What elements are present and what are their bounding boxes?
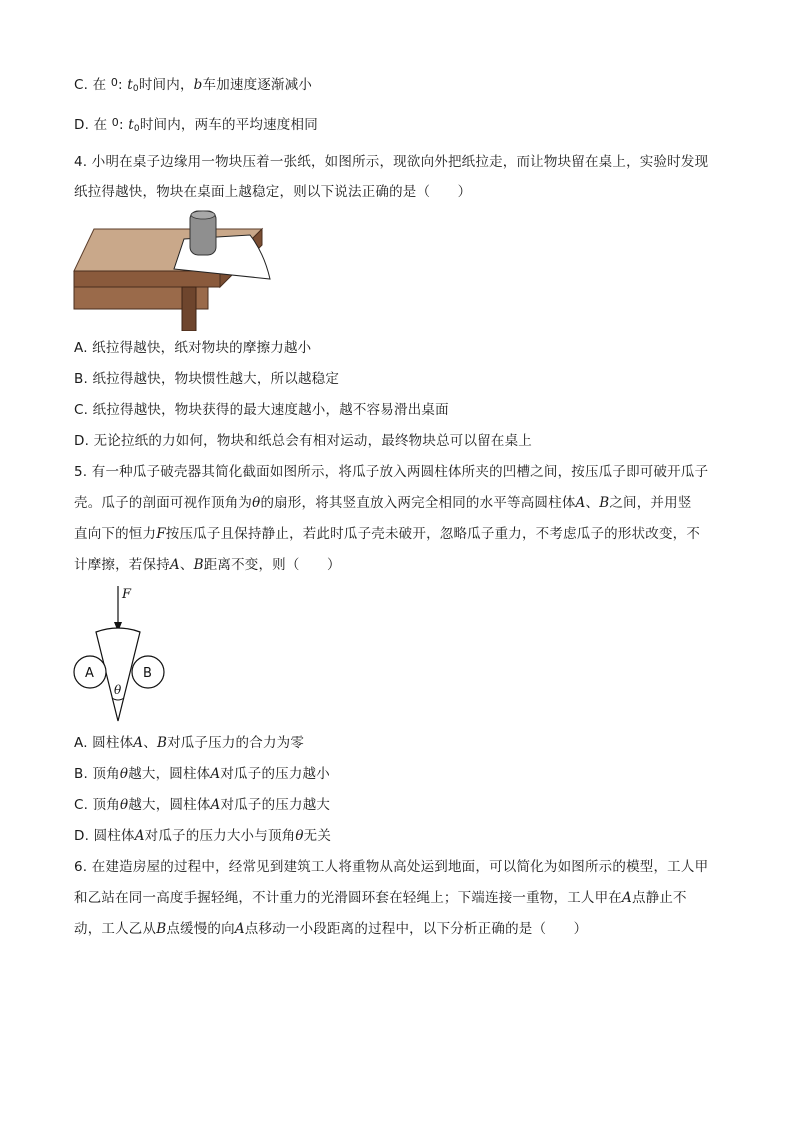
option-text: 对瓜子压力的合力为零 xyxy=(167,735,305,751)
car-b-symbol: b xyxy=(193,77,203,93)
q5-stem-line2 xyxy=(74,493,692,513)
option-text: 时间内，两车的平均速度相同 xyxy=(139,117,318,133)
range-colon: : xyxy=(118,117,124,133)
q5-option-d xyxy=(74,826,331,846)
time-zero: 0 xyxy=(110,76,119,89)
option-text: 车加速度逐渐减小 xyxy=(202,77,313,93)
option-prefix: D. 在 xyxy=(74,117,108,133)
table-leg xyxy=(182,287,196,331)
option-text: 对瓜子的压力越小 xyxy=(220,766,330,782)
option-text: C. 顶角 xyxy=(74,797,121,813)
stem-text: 之间，并用竖 xyxy=(609,495,692,511)
q4-option-c: C. 纸拉得越快，物块获得的最大速度越小，越不容易滑出桌面 xyxy=(74,402,449,418)
separator: 、 xyxy=(585,495,600,511)
time-variable: t xyxy=(127,77,133,93)
stem-text: 点缓慢的向 xyxy=(166,921,235,937)
stem-text: 按压瓜子且保持静止，若此时瓜子壳未破开，忽略瓜子重力，不考虑瓜子的形状改变，不 xyxy=(165,526,701,542)
q6-stem-line1: 6. 在建造房屋的过程中，经常见到建筑工人将重物从高处运到地面，可以简化为如图所示的模型，工人甲 xyxy=(74,859,709,875)
q5-option-c xyxy=(74,795,330,815)
time-zero: 0 xyxy=(111,116,119,129)
q5-option-a xyxy=(74,733,304,753)
q3-option-c xyxy=(74,73,312,99)
theta-symbol: θ xyxy=(119,766,129,782)
stem-text: 动，工人乙从 xyxy=(74,921,157,937)
separator: 、 xyxy=(179,557,194,573)
cylinder-a-symbol: A xyxy=(210,766,221,782)
stem-text: 点移动一小段距离的过程中，以下分析正确的是（ ） xyxy=(244,921,588,937)
time-subscript: 0 xyxy=(132,84,139,94)
option-text: 越大，圆柱体 xyxy=(128,766,211,782)
stem-text: 直向下的恒力 xyxy=(74,526,157,542)
cylinder-a-symbol: A xyxy=(210,797,221,813)
option-text: D. 圆柱体 xyxy=(74,828,135,844)
q6-stem-line2 xyxy=(74,888,687,908)
q4-option-b: B. 纸拉得越快，物块惯性越大，所以越稳定 xyxy=(74,371,340,387)
option-text: 时间内， xyxy=(138,77,194,93)
q4-option-a: A. 纸拉得越快，纸对物块的摩擦力越小 xyxy=(74,340,312,356)
cylinder-b-symbol: B xyxy=(599,495,610,511)
table-front-edge xyxy=(74,271,220,287)
table-paper-block-figure xyxy=(72,205,272,331)
cylinder-a-symbol: A xyxy=(133,735,144,751)
q6-stem-line3 xyxy=(74,919,587,939)
time-variable: t xyxy=(128,117,134,133)
seed-cracker-figure xyxy=(70,584,170,726)
separator: 、 xyxy=(143,735,157,751)
q3-option-d xyxy=(74,113,318,139)
cylinder-b-label: B xyxy=(143,666,152,681)
point-a-symbol: A xyxy=(622,890,632,906)
q5-stem-line3 xyxy=(74,524,700,544)
q4-stem-line2: 纸拉得越快，物块在桌面上越稳定，则以下说法正确的是（ ） xyxy=(74,184,472,200)
q4-stem-line1: 4. 小明在桌子边缘用一物块压着一张纸，如图所示，现欲向外把纸拉走，而让物块留在桌上，实验时发现 xyxy=(74,154,709,170)
range-colon: : xyxy=(118,77,123,93)
option-text: B. 顶角 xyxy=(74,766,120,782)
cylinder-b-symbol: B xyxy=(193,557,204,573)
stem-text: 点静止不 xyxy=(631,890,687,906)
cylinder-b-symbol: B xyxy=(156,735,168,751)
cylinder-a-symbol: A xyxy=(575,495,586,511)
stem-text: 距离不变，则（ ） xyxy=(203,557,341,573)
theta-symbol: θ xyxy=(120,797,129,813)
option-prefix: C. 在 xyxy=(74,77,107,93)
stem-text: 壳。瓜子的剖面可视作顶角为 xyxy=(74,495,253,511)
theta-symbol: θ xyxy=(295,828,304,844)
q5-stem-line1: 5. 有一种瓜子破壳器其简化截面如图所示，将瓜子放入两圆柱体所夹的凹槽之间，按压瓜子即可破开瓜子 xyxy=(74,464,709,480)
option-text: 对瓜子的压力大小与顶角 xyxy=(144,828,296,844)
block-top xyxy=(191,211,215,219)
cylinder-a-symbol: A xyxy=(169,557,180,573)
option-text: 越大，圆柱体 xyxy=(128,797,211,813)
q5-option-b xyxy=(74,764,330,784)
theta-symbol: θ xyxy=(252,495,261,511)
stem-text: 的扇形，将其竖直放入两完全相同的水平等高圆柱体 xyxy=(260,495,576,511)
point-b-symbol: B xyxy=(156,921,167,937)
cylinder-a-label: A xyxy=(85,666,94,681)
angle-label: θ xyxy=(114,683,122,697)
time-subscript: 0 xyxy=(133,124,140,134)
q4-option-d: D. 无论拉纸的力如何，物块和纸总会有相对运动，最终物块总可以留在桌上 xyxy=(74,433,532,449)
cylinder-a-symbol: A xyxy=(134,828,145,844)
option-text: 对瓜子的压力越大 xyxy=(220,797,331,813)
force-symbol: F xyxy=(156,526,166,542)
force-label: F xyxy=(122,587,132,602)
point-a-symbol: A xyxy=(234,921,245,937)
stem-text: 计摩擦，若保持 xyxy=(74,557,170,573)
option-text: A. 圆柱体 xyxy=(74,735,134,751)
option-text: 无关 xyxy=(303,828,332,844)
stem-text: 和乙站在同一高度手握轻绳，不计重力的光滑圆环套在轻绳上；下端连接一重物，工人甲在 xyxy=(74,890,622,906)
q5-stem-line4 xyxy=(74,555,341,575)
